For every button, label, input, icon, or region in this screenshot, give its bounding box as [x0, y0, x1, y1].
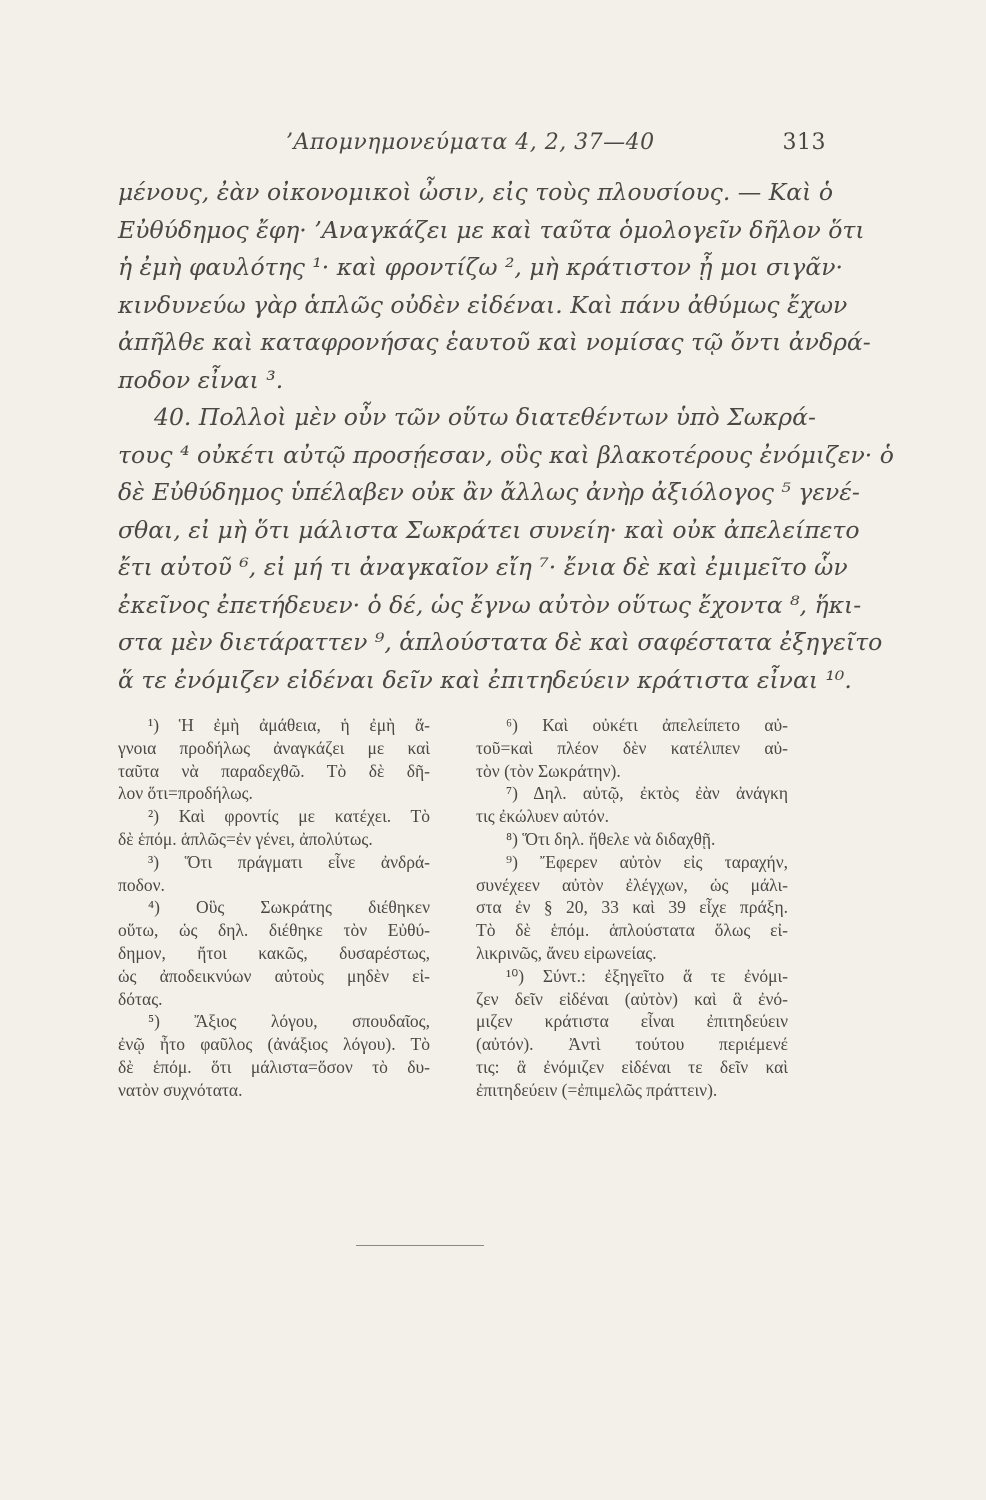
text-line: ἡ ἐμὴ φαυλότης ¹· καὶ φροντίζω ², μὴ κράτιστον ᾖ μοι σιγᾶν· — [118, 253, 843, 281]
footnote-4 — [118, 896, 430, 1010]
text-line-section-start: 40. Πολλοὶ μὲν οὖν τῶν οὕτω διατεθέντων ὑπὸ Σωκρά- — [154, 403, 816, 431]
footnote-line: ζεν δεῖν εἰδέναι (αὐτὸν) καὶ ἃ ἐνό- — [476, 988, 788, 1009]
footnote-line: λον ὅτι=προδήλως. — [118, 783, 253, 804]
page-number: 313 — [782, 130, 826, 155]
text-line: Εὐθύδημος ἔφη· ’Αναγκάζει με καὶ ταῦτα ὁμολογεῖν δῆλον ὅτι — [118, 215, 865, 244]
footnote-line: δότας. — [118, 988, 163, 1009]
text-line: κινδυνεύω γὰρ ἁπλῶς οὐδὲν εἰδέναι. Καὶ πάνυ ἀθύμως ἔχων — [118, 290, 848, 319]
footnote-line: ⁸) Ὅτι δηλ. ἤθελε νὰ διδαχθῇ. — [506, 828, 716, 849]
footnote-2 — [118, 805, 430, 851]
running-head — [286, 130, 826, 155]
main-text — [118, 174, 894, 699]
bottom-rule — [356, 1245, 484, 1246]
footnote-9 — [476, 851, 788, 965]
text-line: στα μὲν διετάραττεν ⁹, ἁπλούστατα δὲ καὶ σαφέστατα ἐξηγεῖτο — [118, 628, 883, 656]
footnote-1 — [118, 714, 430, 805]
text-line: σθαι, εἰ μὴ ὅτι μάλιστα Σωκράτει συνείη· καὶ οὐκ ἀπελείπετο — [118, 515, 860, 544]
footnote-line: ποδον. — [118, 874, 165, 895]
footnote-line: στα ἐν § 20, 33 καὶ 39 εἶχε πράξη. — [476, 897, 788, 918]
footnote-line: ³) Ὅτι πράγματι εἶνε ἀνδρά- — [148, 851, 430, 872]
footnotes-right-column — [476, 714, 788, 1102]
footnote-line: δημον, ἤτοι κακῶς, δυσαρέστως, — [118, 942, 430, 963]
text-line: τους ⁴ οὐκέτι αὐτῷ προσῄεσαν, οὓς καὶ βλακοτέρους ἐνόμιζεν· ὁ — [118, 440, 894, 469]
footnote-line: τοῦ=καὶ πλέον δὲν κατέλιπεν αὐ- — [476, 737, 788, 758]
text-line: ἔτι αὐτοῦ ⁶, εἰ μή τι ἀναγκαῖον εἴη ⁷· ἔνια δὲ καὶ ἐμιμεῖτο ὧν — [118, 553, 848, 581]
footnote-line: δὲ ἑπόμ. ἁπλῶς=ἐν γένει, ἀπολύτως. — [118, 828, 373, 849]
footnote-5 — [118, 1010, 430, 1101]
text-line: ἅ τε ἐνόμιζεν εἰδέναι δεῖν καὶ ἐπιτηδεύειν κράτιστα εἶναι ¹⁰. — [118, 665, 852, 694]
footnote-line: ⁴) Οὓς Σωκράτης διέθηκεν — [148, 897, 430, 918]
footnote-10 — [476, 965, 788, 1102]
footnote-line: ¹) Ἡ ἐμὴ ἀμάθεια, ἡ ἐμὴ ἄ- — [148, 715, 430, 735]
running-head-title: ’Απομνημονεύματα 4, 2, 37—40 — [286, 130, 655, 155]
footnote-line: τις: ἃ ἐνόμιζεν εἰδέναι τε δεῖν καὶ — [476, 1056, 788, 1077]
text-line: ἐκεῖνος ἐπετήδευεν· ὁ δέ, ὡς ἔγνω αὐτὸν οὕτως ἔχοντα ⁸, ἥκι- — [118, 590, 862, 619]
text-line: ποδον εἶναι ³. — [118, 365, 284, 394]
text-line: δὲ Εὐθύδημος ὑπέλαβεν οὐκ ἂν ἄλλως ἀνὴρ ἀξιόλογος ⁵ γενέ- — [118, 478, 860, 506]
footnote-line: ὡς ἀποδεικνύων αὐτοὺς μηδὲν εἰ- — [118, 965, 430, 986]
footnote-line: συνέχεεν αὐτὸν ἐλέγχων, ὡς μάλι- — [476, 874, 788, 895]
footnote-line: ταῦτα νὰ παραδεχθῶ. Τὸ δὲ δῆ- — [118, 760, 430, 781]
footnote-line: οὕτω, ὡς δηλ. διέθηκε τὸν Εὐθύ- — [118, 920, 430, 941]
footnote-line: λικρινῶς, ἄνευ εἰρωνείας. — [476, 942, 657, 963]
footnote-line: ²) Καὶ φροντίς με κατέχει. Τὸ — [148, 806, 430, 827]
footnote-3 — [118, 851, 430, 897]
footnote-line: ἐνῷ ἦτο φαῦλος (ἀνάξιος λόγου). Τὸ — [118, 1034, 430, 1055]
footnote-6 — [476, 714, 788, 782]
text-line: μένους, ἐὰν οἰκονομικοὶ ὦσιν, εἰς τοὺς πλουσίους. — Καὶ ὁ — [118, 178, 833, 206]
footnote-line: ⁹) Ἔφερεν αὐτὸν εἰς ταραχήν, — [506, 851, 788, 872]
footnote-line: γνοια προδήλως ἀναγκάζει με καὶ — [118, 737, 430, 758]
footnote-8 — [476, 828, 788, 851]
footnote-line: ⁷) Δηλ. αὐτῷ, ἐκτὸς ἐὰν ἀνάγκη — [506, 783, 788, 804]
footnote-line: νατὸν συχνότατα. — [118, 1079, 243, 1100]
footnote-line: ⁶) Καὶ οὐκέτι ἀπελείπετο αὐ- — [506, 715, 788, 735]
footnote-line: ¹⁰) Σύντ.: ἐξηγεῖτο ἅ τε ἐνόμι- — [506, 965, 788, 986]
footnote-line: Τὸ δὲ ἑπόμ. ἁπλούστατα ὅλως εἰ- — [476, 920, 788, 941]
footnotes-left-column — [118, 714, 430, 1102]
footnote-7 — [476, 782, 788, 828]
footnote-line: ἐπιτηδεύειν (=ἐπιμελῶς πράττειν). — [476, 1079, 718, 1100]
footnote-line: μιζεν κράτιστα εἶναι ἐπιτηδεύειν — [476, 1011, 788, 1032]
footnote-line: δὲ ἑπόμ. ὅτι μάλιστα=ὅσον τὸ δυ- — [118, 1056, 430, 1077]
text-line: ἀπῆλθε καὶ καταφρονήσας ἑαυτοῦ καὶ νομίσας τῷ ὄντι ἀνδρά- — [118, 328, 871, 356]
footnote-line: ⁵) Ἄξιος λόγου, σπουδαῖος, — [148, 1011, 430, 1032]
footnote-line: τὸν (τὸν Σωκράτην). — [476, 760, 621, 781]
footnote-line: (αὐτόν). Ἀντὶ τούτου περιέμενέ — [476, 1034, 788, 1055]
footnote-line: τις ἐκώλυεν αὐτόν. — [476, 806, 609, 827]
